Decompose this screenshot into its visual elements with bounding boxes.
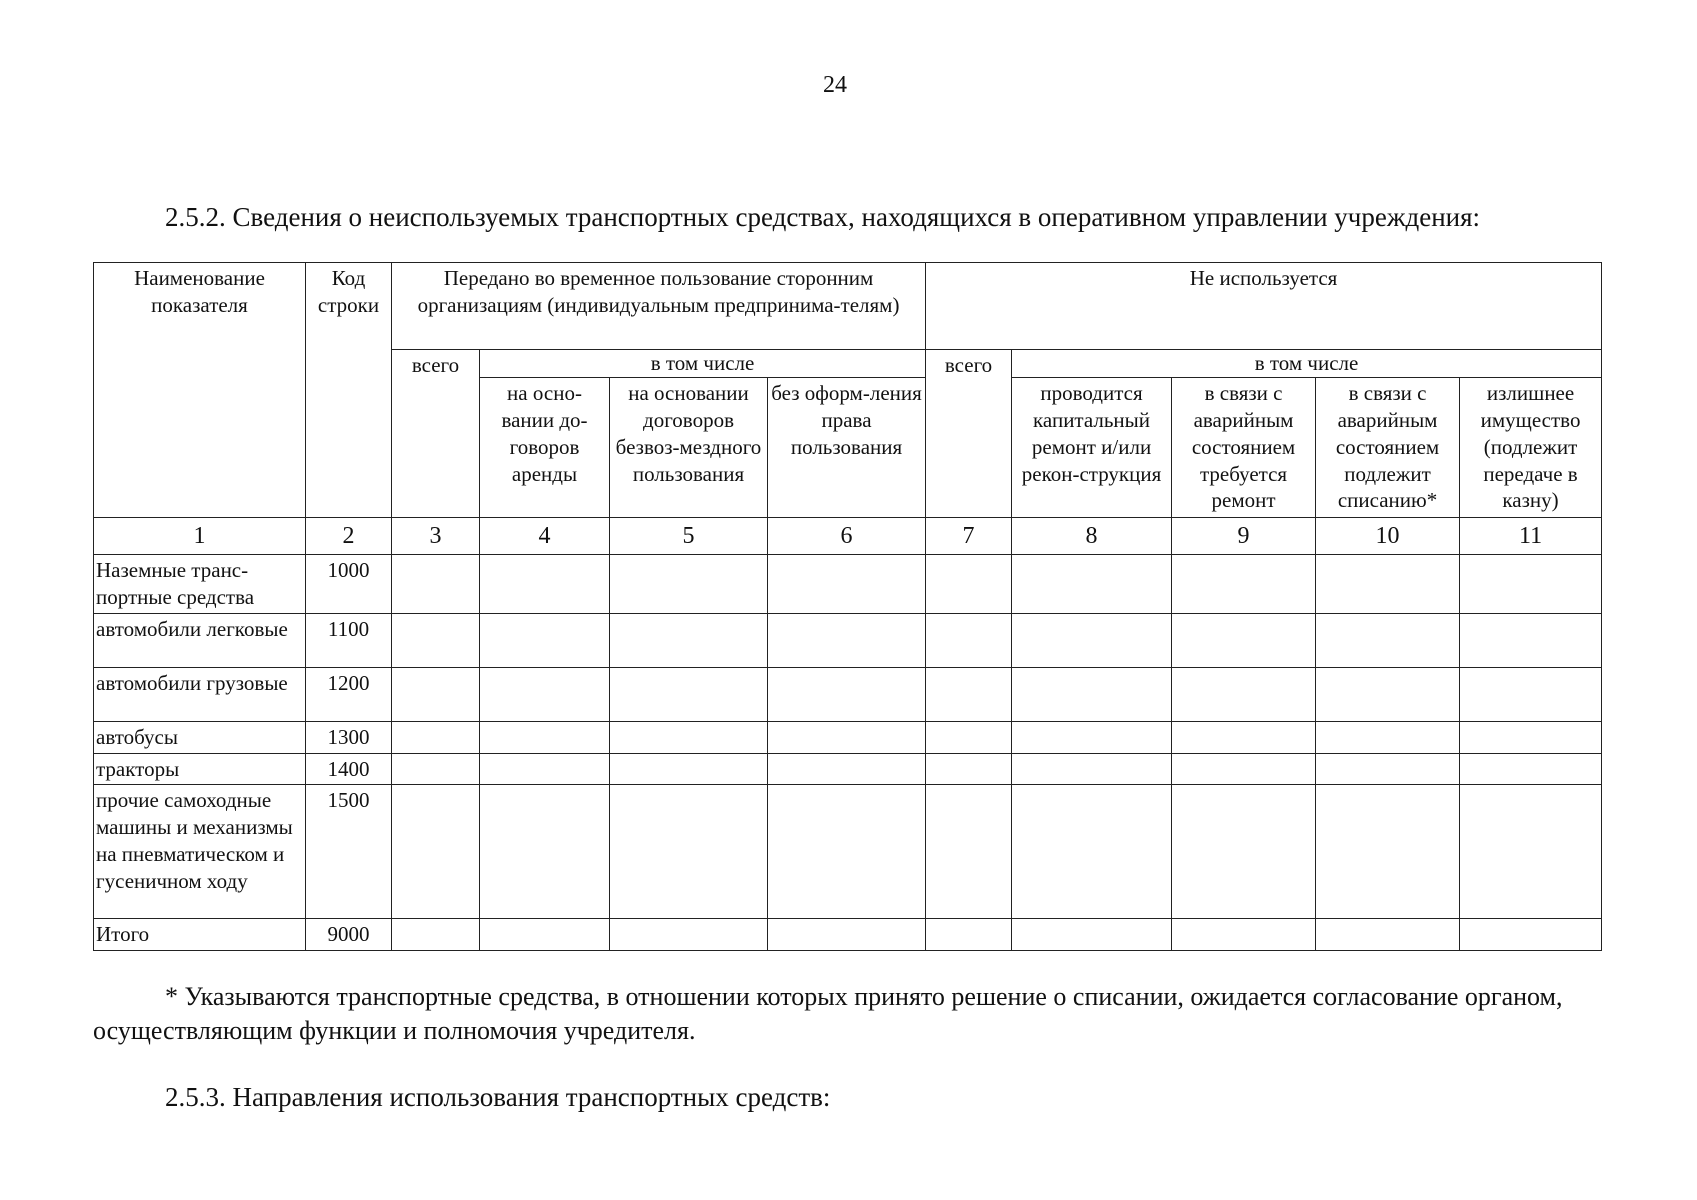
- column-numbers-row: [94, 517, 1602, 554]
- data-cell: [1012, 785, 1172, 919]
- data-cell: [1460, 785, 1602, 919]
- column-number: 5: [610, 517, 768, 554]
- header-free-use: на основании договоров безвоз-мездного пользования: [610, 377, 768, 517]
- row-code: 1500: [306, 785, 392, 919]
- data-cell: [1460, 721, 1602, 753]
- data-cell: [392, 721, 480, 753]
- data-cell: [1316, 785, 1460, 919]
- header-no-rights: без оформ-ления права пользования: [768, 377, 926, 517]
- data-cell: [610, 785, 768, 919]
- column-number: 4: [480, 517, 610, 554]
- data-cell: [480, 753, 610, 785]
- data-cell: [392, 554, 480, 613]
- header-transferred-including: в том числе: [480, 350, 926, 378]
- table-row: [94, 785, 1602, 919]
- footnote: * Указываются транспортные средства, в отношении которых принято решение о списании, ожидается согласование органом, осуществляющим функции и полномочия учредителя.: [93, 982, 1563, 1046]
- data-cell: [610, 753, 768, 785]
- column-number: 11: [1460, 517, 1602, 554]
- data-cell: [1172, 667, 1316, 721]
- data-cell: [1172, 785, 1316, 919]
- column-number: 8: [1012, 517, 1172, 554]
- data-cell: [480, 613, 610, 667]
- data-cell: [926, 667, 1012, 721]
- data-cell: [768, 554, 926, 613]
- data-cell: [1316, 919, 1460, 951]
- data-cell: [926, 554, 1012, 613]
- column-number: 6: [768, 517, 926, 554]
- row-code: 1100: [306, 613, 392, 667]
- data-cell: [610, 721, 768, 753]
- data-cell: [1012, 919, 1172, 951]
- data-cell: [392, 753, 480, 785]
- data-cell: [1460, 667, 1602, 721]
- header-not-used: Не используется: [926, 263, 1602, 350]
- row-name: автомобили грузовые: [94, 667, 306, 721]
- data-cell: [1316, 753, 1460, 785]
- data-cell: [1172, 613, 1316, 667]
- header-surplus: излишнее имущество (подлежит передаче в казну): [1460, 377, 1602, 517]
- header-lease: на осно-вании до-говоров аренды: [480, 377, 610, 517]
- data-cell: [1460, 919, 1602, 951]
- data-cell: [392, 919, 480, 951]
- row-code: 1200: [306, 667, 392, 721]
- data-cell: [1172, 554, 1316, 613]
- column-number: 9: [1172, 517, 1316, 554]
- table-row: [94, 667, 1602, 721]
- data-cell: [392, 785, 480, 919]
- data-cell: [1012, 554, 1172, 613]
- header-transferred-total: всего: [392, 350, 480, 518]
- data-cell: [768, 613, 926, 667]
- row-name: прочие самоходные машины и механизмы на пневматическом и гусеничном ходу: [94, 785, 306, 919]
- section-title: 2.5.2. Сведения о неиспользуемых транспортных средствах, находящихся в оперативном управлении учреждения:: [165, 202, 1481, 232]
- table-row-total: [94, 919, 1602, 951]
- row-name: Итого: [94, 919, 306, 951]
- data-cell: [1316, 554, 1460, 613]
- data-cell: [926, 753, 1012, 785]
- column-number: 7: [926, 517, 1012, 554]
- data-cell: [768, 667, 926, 721]
- column-number: 1: [94, 517, 306, 554]
- column-number: 3: [392, 517, 480, 554]
- data-cell: [1460, 554, 1602, 613]
- data-cell: [768, 721, 926, 753]
- header-not-used-total: всего: [926, 350, 1012, 518]
- page-number: 24: [823, 72, 847, 98]
- row-name: тракторы: [94, 753, 306, 785]
- data-cell: [1012, 753, 1172, 785]
- data-cell: [1012, 613, 1172, 667]
- data-cell: [926, 919, 1012, 951]
- data-cell: [1172, 721, 1316, 753]
- data-cell: [1012, 667, 1172, 721]
- data-cell: [392, 667, 480, 721]
- table-row: [94, 613, 1602, 667]
- row-code: 1300: [306, 721, 392, 753]
- row-code: 1400: [306, 753, 392, 785]
- data-cell: [768, 919, 926, 951]
- data-cell: [610, 919, 768, 951]
- data-cell: [1460, 613, 1602, 667]
- row-name: автомобили легковые: [94, 613, 306, 667]
- row-name: Наземные транс-портные средства: [94, 554, 306, 613]
- header-not-used-including: в том числе: [1012, 350, 1602, 378]
- row-code: 9000: [306, 919, 392, 951]
- data-cell: [1316, 667, 1460, 721]
- data-cell: [926, 785, 1012, 919]
- table-row: [94, 753, 1602, 785]
- table-row: [94, 554, 1602, 613]
- data-cell: [480, 554, 610, 613]
- data-cell: [1172, 919, 1316, 951]
- next-section-title: 2.5.3. Направления использования транспортных средств:: [165, 1082, 831, 1112]
- data-cell: [768, 785, 926, 919]
- header-transferred: Передано во временное пользование сторонним организациям (индивидуальным предпринима-телям): [392, 263, 926, 350]
- column-number: 2: [306, 517, 392, 554]
- data-cell: [768, 753, 926, 785]
- data-cell: [480, 721, 610, 753]
- data-cell: [1460, 753, 1602, 785]
- data-cell: [1172, 753, 1316, 785]
- data-cell: [610, 613, 768, 667]
- data-cell: [610, 667, 768, 721]
- unused-vehicles-table: [93, 262, 1602, 951]
- header-write-off: в связи с аварийным состоянием подлежит списанию*: [1316, 377, 1460, 517]
- table-row: [94, 721, 1602, 753]
- data-cell: [1316, 613, 1460, 667]
- row-name: автобусы: [94, 721, 306, 753]
- data-cell: [480, 785, 610, 919]
- data-cell: [1012, 721, 1172, 753]
- column-number: 10: [1316, 517, 1460, 554]
- header-capital-repair: проводится капитальный ремонт и/или рекон-струкция: [1012, 377, 1172, 517]
- data-cell: [480, 667, 610, 721]
- data-cell: [610, 554, 768, 613]
- header-name: Наименование показателя: [94, 263, 306, 518]
- data-cell: [480, 919, 610, 951]
- data-cell: [926, 721, 1012, 753]
- header-code: Код строки: [306, 263, 392, 518]
- header-emergency-repair: в связи с аварийным состоянием требуется ремонт: [1172, 377, 1316, 517]
- data-cell: [392, 613, 480, 667]
- data-cell: [926, 613, 1012, 667]
- data-cell: [1316, 721, 1460, 753]
- row-code: 1000: [306, 554, 392, 613]
